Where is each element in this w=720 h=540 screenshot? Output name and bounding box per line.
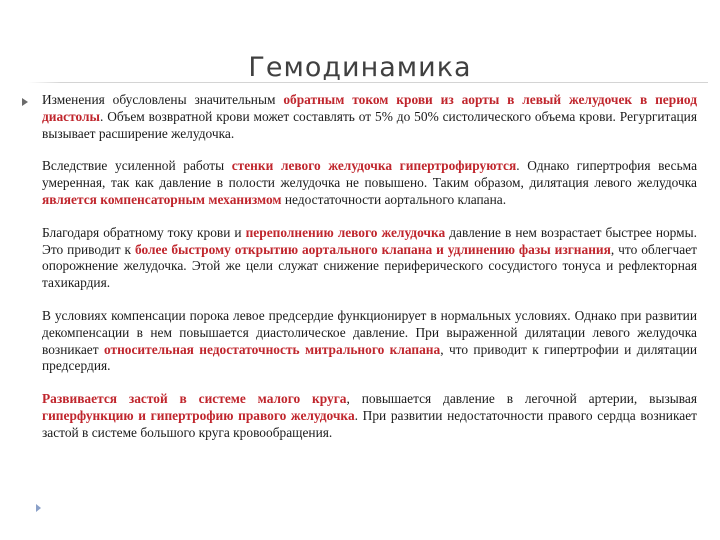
paragraph-text: В условиях компенсации порока левое предсердие функционирует в нормальных условиях. Однако при развитии декомпенсации в нем повышается диастолическое давление. При выраженной дилятации левого желудочка возникает xyxy=(42,307,697,357)
paragraph-text: . Однако гипертрофия весьма умеренная, так как давление в полости желудочка не повышено. Таким образом, дилятация левого желудочка xyxy=(42,158,698,191)
body-paragraph xyxy=(42,225,697,292)
slide-title: Гемодинамика xyxy=(248,52,472,83)
paragraph-text: недостаточности аортального клапана. xyxy=(281,191,507,207)
paragraph-text: давление в нем возрастает быстрее нормы. Это приводит к xyxy=(42,224,697,257)
highlighted-text: стенки левого желудочка гипертрофируются xyxy=(231,158,517,174)
highlighted-text: переполнению левого желудочка xyxy=(245,224,446,240)
highlighted-text: более быстрому открытию аортального клапана и удлинению фазы изгнания xyxy=(134,241,611,257)
body-paragraph xyxy=(42,308,697,375)
paragraph-text: . Объем возвратной крови может составлять от 5% до 50% систолического объема крови. Регургитация вызывает расширение желудочка. xyxy=(42,108,697,141)
paragraph-text: Изменения обусловлены значительным xyxy=(42,92,284,107)
title-divider-fade xyxy=(28,82,62,83)
bullet-arrow-icon xyxy=(22,98,28,106)
paragraph-text: , что облегчает опорожнение желудочка. Этой же цели служат снижение периферического сосудистого тонуса и рефлекторная тахикардия. xyxy=(42,241,697,291)
paragraph-text: , что приводит к гипертрофии и дилятации предсердия. xyxy=(42,341,698,374)
highlighted-text: относительная недостаточность митрального клапана xyxy=(103,341,441,357)
highlighted-text: является компенсаторным механизмом xyxy=(42,191,282,207)
body-paragraph xyxy=(42,158,697,208)
paragraph-text: , повышается давление в легочной артерии, вызывая xyxy=(346,391,697,407)
highlighted-text: гиперфункцию и гипертрофию правого желудочка xyxy=(42,407,355,423)
highlighted-text: обратным током крови из аорты в левый желудочек в период диастолы xyxy=(42,92,697,124)
slide-body xyxy=(42,92,697,458)
title-divider xyxy=(60,82,708,83)
body-paragraph xyxy=(42,391,697,441)
paragraph-text: Вследствие усиленной работы xyxy=(42,158,232,174)
body-paragraph xyxy=(42,92,697,142)
corner-arrow-icon xyxy=(36,504,44,512)
highlighted-text: Развивается застой в системе малого круга xyxy=(42,391,347,407)
paragraph-text: . При развитии недостаточности правого сердца возникает застой в системе большого круга кровообращения. xyxy=(42,407,697,440)
paragraph-text: Благодаря обратному току крови и xyxy=(42,224,246,240)
